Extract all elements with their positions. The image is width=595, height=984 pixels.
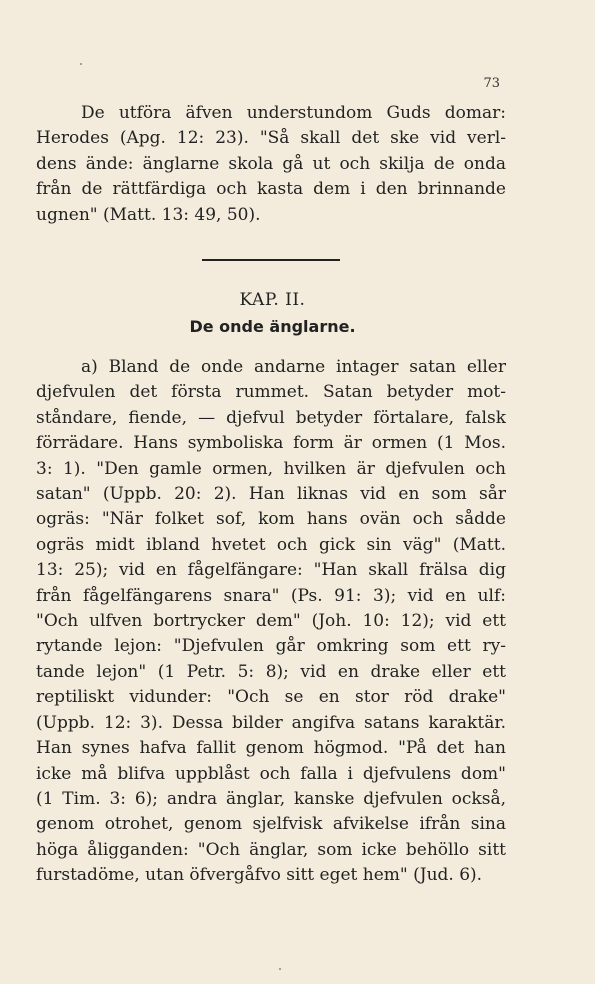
text-line: a) Bland de onde andarne intager satan eller: [81, 357, 506, 377]
text-line: ugnen" (Matt. 13: 49, 50).: [36, 204, 261, 225]
text-line: (Uppb. 12: 3). Dessa bilder angifva satans karaktär.: [36, 712, 506, 733]
text-line: Herodes (Apg. 12: 23). "Så skall det ske vid verl-: [36, 128, 506, 149]
text-line: Han synes hafva fallit genom högmod. "På det han: [36, 738, 506, 759]
text-line: "Och ulfven bortrycker dem" (Joh. 10: 12); vid ett: [36, 611, 506, 632]
section-divider: [202, 259, 340, 261]
text-line: reptiliskt vidunder: "Och se en stor röd drake": [36, 687, 506, 708]
text-line: genom otrohet, genom sjelfvisk afvikelse ifrån sina: [36, 814, 506, 835]
text-line: icke må blifva uppblåst och falla i djefvulens dom": [36, 763, 506, 784]
text-line: 3: 1). "Den gamle ormen, hvilken är djefvulen och: [36, 458, 506, 479]
text-line: dens ände: änglarne skola gå ut och skilja de onda: [36, 153, 506, 174]
text-line: förrädare. Hans symboliska form är ormen (1 Mos.: [36, 433, 506, 454]
page-number: 73: [483, 76, 500, 91]
text-line: rytande lejon: "Djefvulen går omkring som ett ry-: [36, 636, 506, 657]
text-line: (1 Tim. 3: 6); andra änglar, kanske djefvulen också,: [36, 788, 506, 809]
text-line: tande lejon" (1 Petr. 5: 8); vid en drake eller ett: [36, 661, 506, 682]
intro-paragraph: [36, 101, 506, 228]
text-line: ogräs: "När folket sof, kom hans ovän och sådde: [36, 509, 506, 530]
chapter-heading: KAP. II.: [239, 290, 306, 310]
body-paragraph: [36, 355, 506, 889]
text-line: 13: 25); vid en fågelfängare: "Han skall frälsa dig: [36, 560, 506, 581]
text-line: satan" (Uppb. 20: 2). Han liknas vid en som sår: [36, 484, 506, 505]
text-line: De utföra äfven understundom Guds domar:: [81, 103, 506, 123]
text-line: ståndare, fiende, — djefvul betyder förtalare, falsk: [36, 407, 506, 428]
paper-speck: [279, 968, 281, 970]
text-line: ogräs midt ibland hvetet och gick sin väg" (Matt.: [36, 534, 506, 555]
chapter-title: De onde änglarne.: [189, 317, 356, 336]
text-line: höga åligganden: "Och änglar, som icke behöllo sitt: [36, 839, 506, 860]
paper-speck: [80, 63, 82, 65]
text-line: furstadöme, utan öfvergåfvo sitt eget hem" (Jud. 6).: [36, 865, 483, 886]
text-line: från de rättfärdiga och kasta dem i den brinnande: [36, 179, 506, 200]
text-line: djefvulen det första rummet. Satan betyder mot-: [36, 382, 506, 403]
text-line: från fågelfängarens snara" (Ps. 91: 3); vid en ulf:: [36, 585, 506, 606]
